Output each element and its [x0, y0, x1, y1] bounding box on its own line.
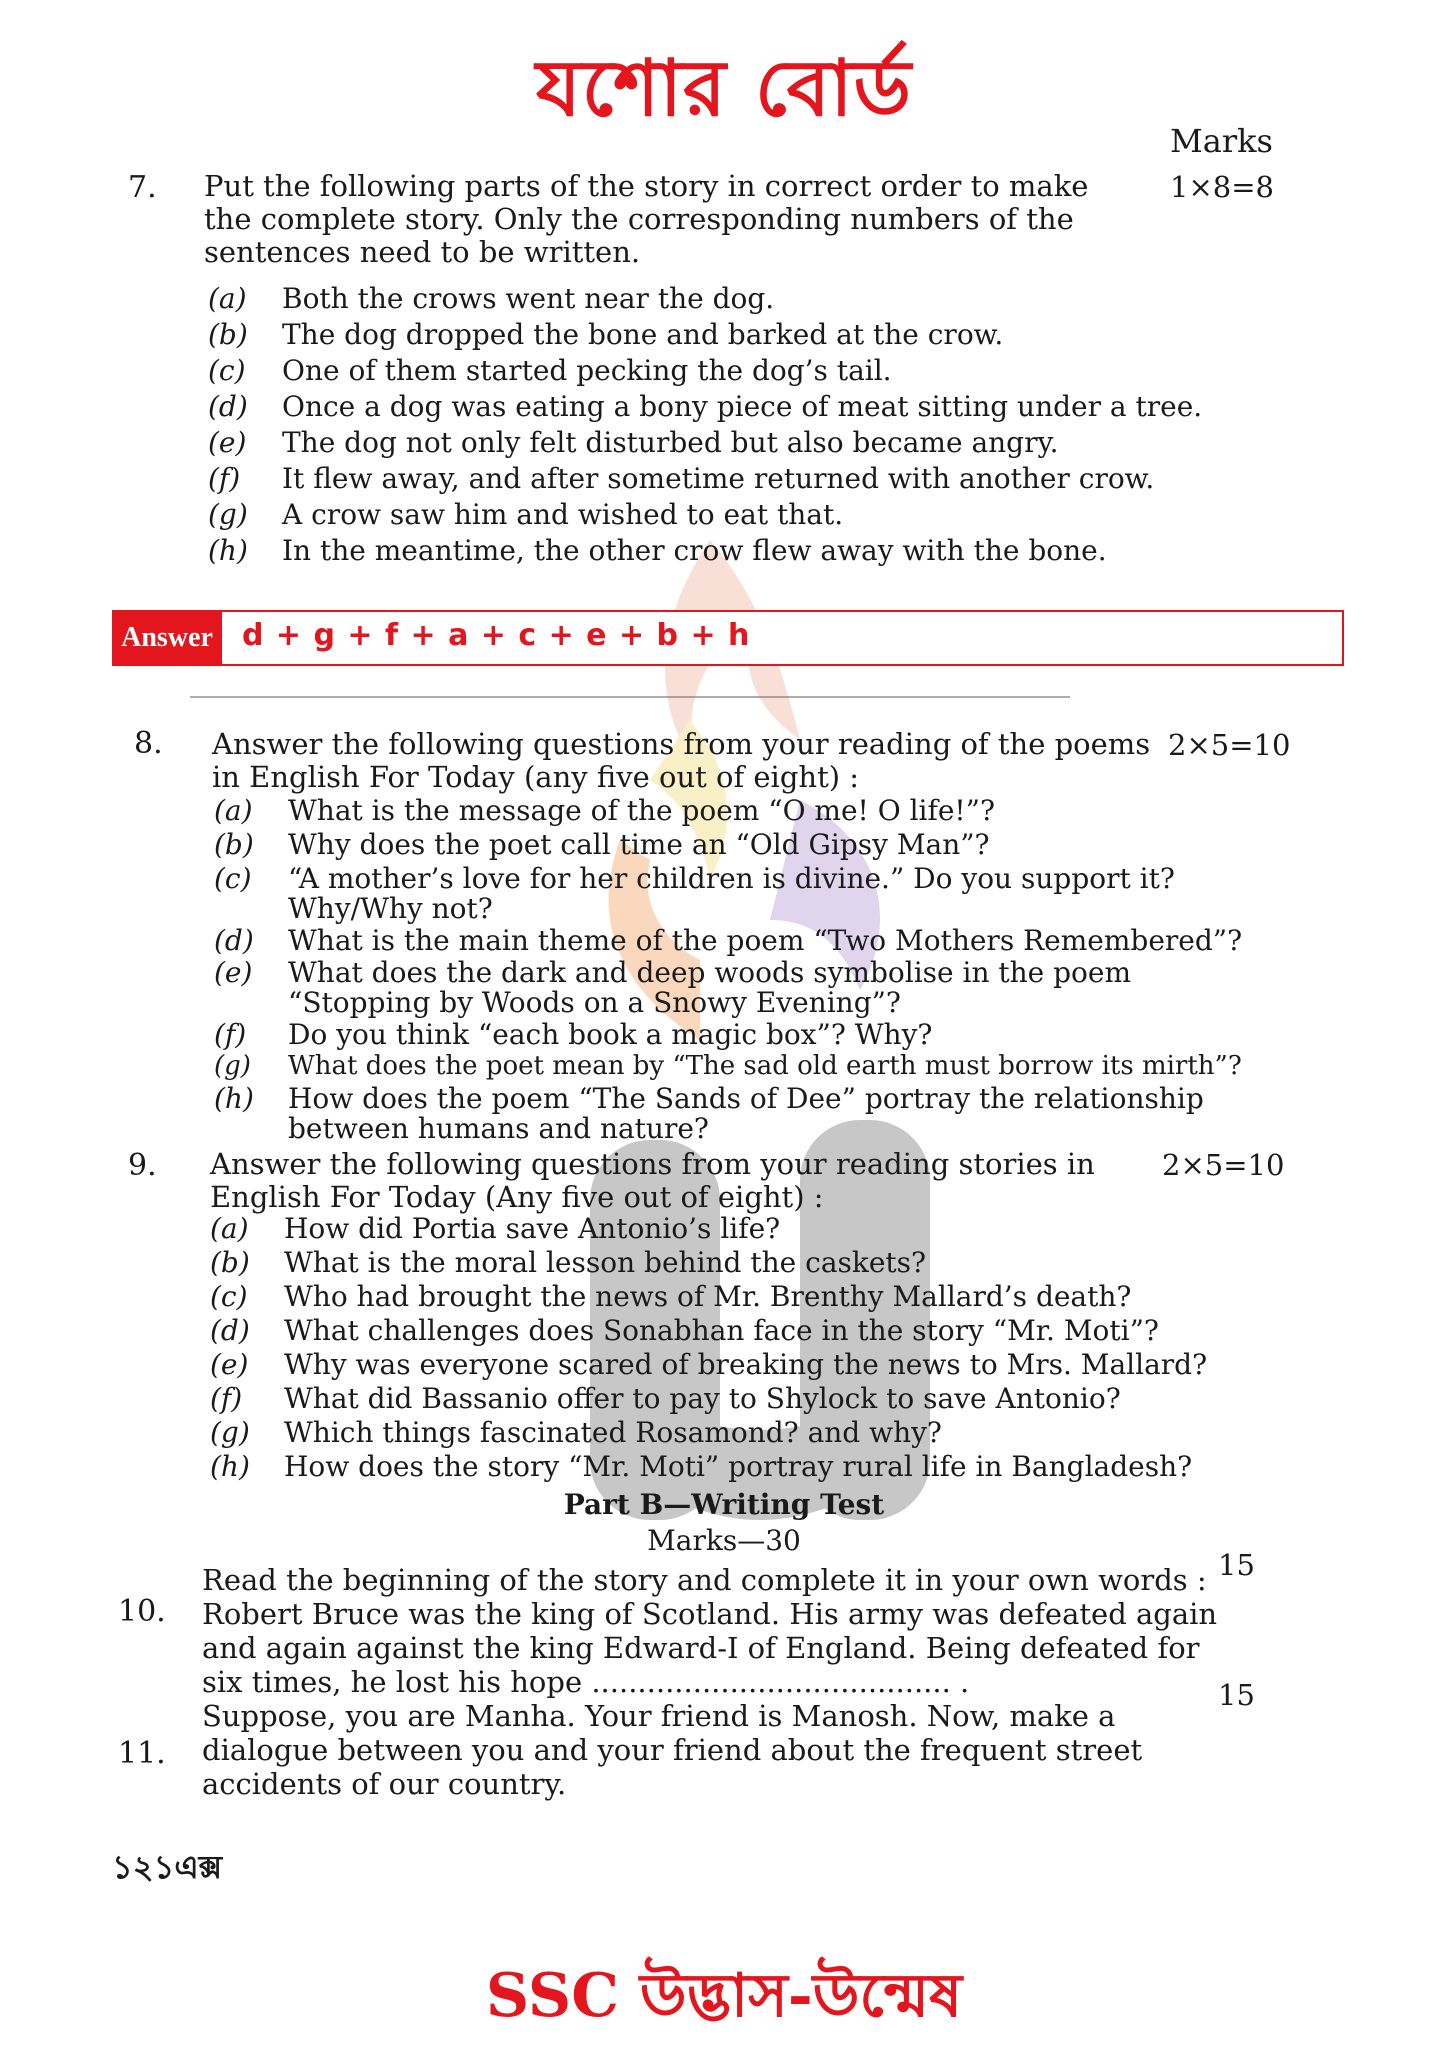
- option-text: What is the main theme of the poem “Two Mothers Remembered”?: [288, 924, 1243, 957]
- q7-option: [208, 390, 1202, 423]
- option-text: What does the poet mean by “The sad old earth must borrow its mirth”?: [288, 1051, 1242, 1081]
- option-text: Both the crows went near the dog.: [282, 282, 775, 315]
- option-text: Once a dog was eating a bony piece of meat sitting under a tree.: [282, 390, 1203, 423]
- option-label: (g): [210, 1416, 250, 1449]
- option-label: (e): [210, 1348, 249, 1381]
- q8-option: [214, 956, 1131, 989]
- option-label: (e): [214, 956, 253, 989]
- part-b-marks: Marks—30: [647, 1524, 801, 1557]
- q7-marks: 1×8=8: [1170, 170, 1274, 204]
- option-text: A crow saw him and wished to eat that.: [282, 498, 844, 531]
- q8-option: [214, 1018, 932, 1051]
- q10-line: Read the beginning of the story and complete it in your own words :: [202, 1563, 1207, 1597]
- option-text: Why was everyone scared of breaking the news to Mrs. Mallard?: [284, 1348, 1208, 1381]
- q9-option: [210, 1280, 1131, 1313]
- q10-marks: 15: [1218, 1548, 1255, 1582]
- q7-option: [208, 282, 774, 315]
- q7-option: [208, 318, 1003, 351]
- option-label: (a): [214, 794, 253, 827]
- q9-option: [210, 1314, 1159, 1347]
- option-text: How does the story “Mr. Moti” portray rural life in Bangladesh?: [284, 1450, 1193, 1483]
- option-label: (a): [210, 1212, 249, 1245]
- option-label: (d): [214, 924, 254, 957]
- answer-label: Answer: [112, 610, 222, 666]
- q7-option: [208, 534, 1107, 567]
- option-label: (d): [210, 1314, 250, 1347]
- option-label: (f): [210, 1382, 243, 1415]
- option-label: (c): [208, 354, 246, 387]
- option-text: How did Portia save Antonio’s life?: [284, 1212, 781, 1245]
- q7-option: [208, 426, 1058, 459]
- q8-option: [214, 1050, 1242, 1083]
- option-text: In the meantime, the other crow flew away with the bone.: [282, 534, 1107, 567]
- option-text: What does the dark and deep woods symbolise in the poem: [288, 956, 1132, 989]
- option-text: What challenges does Sonabhan face in the story “Mr. Moti”?: [284, 1314, 1159, 1347]
- q8-number: 8.: [134, 726, 163, 761]
- option-label: (a): [208, 282, 247, 315]
- option-text: It flew away, and after sometime returned with another crow.: [282, 462, 1155, 495]
- option-text: How does the poem “The Sands of Dee” portray the relationship: [288, 1082, 1204, 1115]
- q9-option: [210, 1348, 1207, 1381]
- q8-option-cont: between humans and nature?: [288, 1112, 709, 1145]
- q8-marks: 2×5=10: [1168, 728, 1291, 762]
- answer-value: d + g + f + a + c + e + b + h: [242, 618, 751, 653]
- q11-line: dialogue between you and your friend about the frequent street: [202, 1733, 1143, 1767]
- option-label: (h): [208, 534, 248, 567]
- q7-text: Put the following parts of the story in correct order to make the complete story. Only the corresponding numbers of the sentences need to be written.: [204, 169, 1089, 269]
- q10-line: Robert Bruce was the king of Scotland. His army was defeated again: [202, 1597, 1218, 1631]
- footer-brand: SSC উদ্ভাস-উন্মেষ: [485, 1961, 963, 2031]
- q9-option: [210, 1416, 942, 1449]
- q9-text: Answer the following questions from your reading stories in English For Today (Any five out of eight) :: [210, 1147, 1095, 1214]
- option-text: The dog not only felt disturbed but also became angry.: [282, 426, 1059, 459]
- q9-number: 9.: [128, 1148, 157, 1183]
- option-label: (g): [214, 1051, 251, 1081]
- q11-line: accidents of our country.: [202, 1767, 567, 1801]
- q9-option: [210, 1212, 780, 1245]
- option-text: What did Bassanio offer to pay to Shylock to save Antonio?: [284, 1382, 1121, 1415]
- q8-option: [214, 794, 995, 827]
- q10-number: 10.: [118, 1594, 166, 1629]
- q9-marks: 2×5=10: [1162, 1148, 1285, 1182]
- marks-heading: Marks: [1170, 122, 1273, 160]
- option-label: (h): [214, 1082, 254, 1115]
- option-text: Who had brought the news of Mr. Brenthy Mallard’s death?: [284, 1280, 1132, 1313]
- q8-option: [214, 828, 990, 861]
- option-text: Why does the poet call time an “Old Gipsy Man”?: [288, 828, 990, 861]
- q8-option: [214, 1082, 1204, 1115]
- option-label: (g): [208, 498, 248, 531]
- q11-number: 11.: [118, 1736, 166, 1771]
- q8-option: [214, 924, 1242, 957]
- option-text: One of them started pecking the dog’s tail.: [282, 354, 892, 387]
- option-text: Which things fascinated Rosamond? and why?: [284, 1416, 942, 1449]
- q10-line: and again against the king Edward-I of England. Being defeated for: [202, 1631, 1200, 1665]
- q8-option-cont: “Stopping by Woods on a Snowy Evening”?: [288, 986, 901, 1019]
- option-label: (b): [210, 1246, 250, 1279]
- q11-line: Suppose, you are Manha. Your friend is Manosh. Now, make a: [202, 1699, 1116, 1733]
- cut-line-divider: [190, 696, 1070, 704]
- option-label: (b): [208, 318, 248, 351]
- option-text: “A mother’s love for her children is divine.” Do you support it?: [288, 862, 1175, 895]
- q11-marks: 15: [1218, 1678, 1255, 1712]
- option-label: (f): [214, 1018, 247, 1051]
- option-text: What is the message of the poem “O me! O life!”?: [288, 794, 995, 827]
- q10-line: six times, he lost his hope ....................................... .: [202, 1665, 970, 1699]
- option-text: The dog dropped the bone and barked at the crow.: [282, 318, 1004, 351]
- option-label: (e): [208, 426, 247, 459]
- option-label: (c): [210, 1280, 248, 1313]
- option-text: Do you think “each book a magic box”? Why?: [288, 1018, 933, 1051]
- q9-option: [210, 1450, 1192, 1483]
- option-label: (h): [210, 1450, 250, 1483]
- option-text: What is the moral lesson behind the caskets?: [284, 1246, 927, 1279]
- q8-text: Answer the following questions from your reading of the poems in English For Today (any five out of eight) :: [212, 727, 1151, 794]
- page-code: ১২১এক্স: [112, 1848, 223, 1886]
- option-label: (f): [208, 462, 241, 495]
- q7-option: [208, 462, 1154, 495]
- option-label: (c): [214, 862, 252, 895]
- q7-option: [208, 354, 892, 387]
- q8-option: [214, 862, 1175, 895]
- q8-option-cont: Why/Why not?: [288, 892, 493, 925]
- board-title: যশোর বোর্ড: [535, 44, 913, 134]
- option-label: (b): [214, 828, 254, 861]
- option-label: (d): [208, 390, 248, 423]
- part-b-title: Part B—Writing Test: [563, 1488, 885, 1521]
- q9-option: [210, 1246, 926, 1279]
- q9-option: [210, 1382, 1121, 1415]
- q7-option: [208, 498, 843, 531]
- q7-number: 7.: [128, 170, 157, 205]
